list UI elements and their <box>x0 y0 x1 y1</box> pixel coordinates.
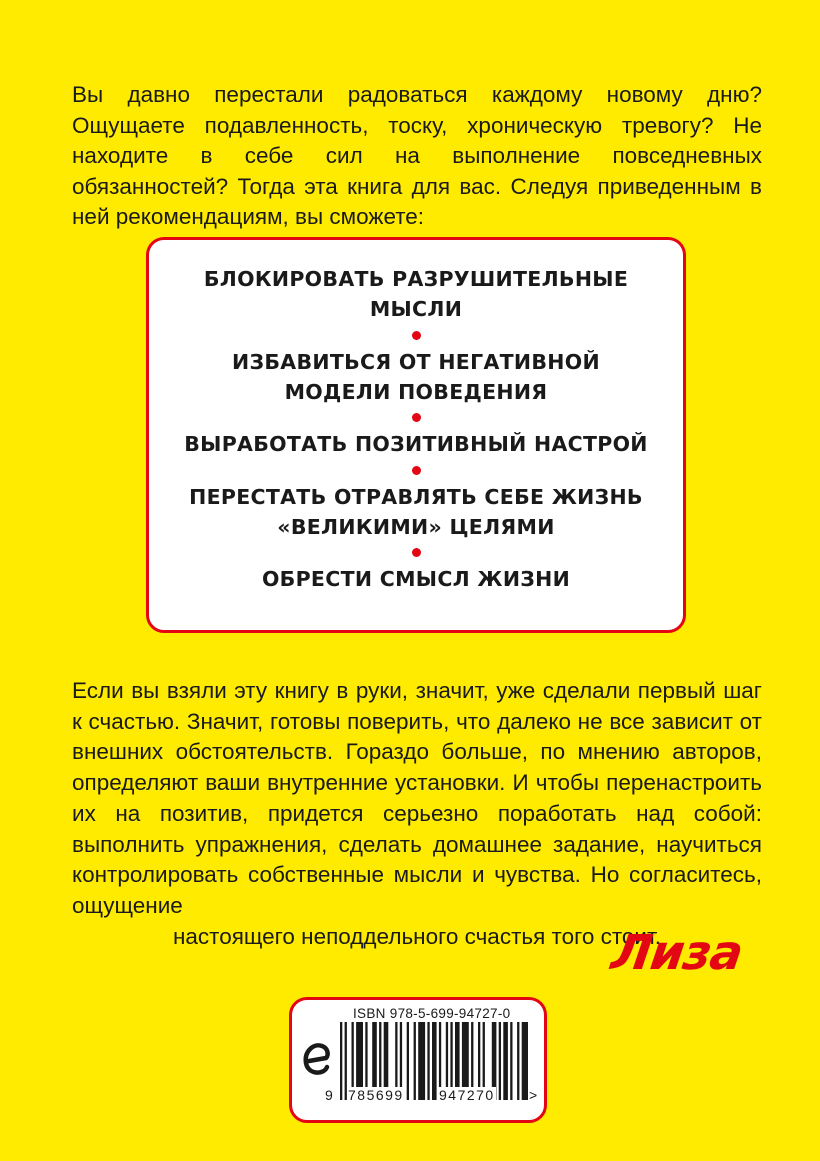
benefit-item <box>232 347 600 407</box>
bullet-dot-icon <box>412 413 421 422</box>
barcode-bar <box>510 1022 512 1100</box>
barcode-digits-right: 947270 <box>439 1087 495 1103</box>
barcode-bar <box>414 1022 416 1100</box>
publisher-logo-icon <box>300 1037 334 1081</box>
benefit-line: ПЕРЕСТАТЬ ОТРАВЛЯТЬ СЕБЕ ЖИЗНЬ <box>189 484 643 509</box>
benefit-line: МОДЕЛИ ПОВЕДЕНИЯ <box>284 379 548 404</box>
bullet-dot-icon <box>412 331 421 340</box>
barcode-bar <box>503 1022 508 1100</box>
barcode-digits-left: 785699 <box>348 1087 404 1103</box>
barcode-bar <box>517 1022 519 1100</box>
benefit-item: ОБРЕСТИ СМЫСЛ ЖИЗНИ <box>261 567 571 591</box>
barcode-bar <box>499 1022 501 1100</box>
intro-paragraph: Вы давно перестали радоваться каждому новому дню? Ощущаете подавленность, тоску, хроническую тревогу? Не находите в себе сил на выполнение повседневных обязанностей? Тогда эта книга для вас. Следуя приведенным в ней рекомендациям, вы сможете: <box>72 82 762 229</box>
benefit-item <box>189 482 643 542</box>
barcode-bar <box>340 1022 342 1100</box>
benefit-line: «ВЕЛИКИМИ» ЦЕЛЯМИ <box>277 514 555 539</box>
barcode-bar <box>418 1022 425 1100</box>
benefit-line: ИЗБАВИТЬСЯ ОТ НЕГАТИВНОЙ <box>232 349 600 374</box>
benefit-item: БЛОКИРОВАТЬ РАЗРУШИТЕЛЬНЫЕ МЫСЛИ <box>203 267 629 321</box>
bullet-dot-icon <box>412 466 421 475</box>
barcode-bar <box>427 1022 429 1100</box>
benefits-box <box>146 237 686 633</box>
brand-logo: Лиза <box>608 925 746 981</box>
barcode-bar <box>432 1022 437 1100</box>
barcode-digit-first: 9 <box>325 1087 333 1103</box>
benefit-item: ВЫРАБОТАТЬ ПОЗИТИВНЫЙ НАСТРОЙ <box>184 432 648 456</box>
barcode-arrow: > <box>529 1087 538 1103</box>
body-paragraph <box>72 676 762 952</box>
body-last-line: настоящего неподдельного счастья того стоит. <box>172 923 662 949</box>
barcode-bar <box>407 1022 409 1100</box>
body-main-text: Если вы взяли эту книгу в руки, значит, уже сделали первый шаг к счастью. Значит, готовы поверить, что далеко не все зависит от внешних обстоятельств. Гораздо больше, по мнению авторов, определяют ваши внутренние установки. И чтобы перенастроить их на позитив, придется серьезно поработать над собой: выполнить упражнения, сделать домашнее задание, научиться контролировать собственные мысли и чувства. Но согласитесь, ощущение <box>72 678 762 918</box>
bullet-dot-icon <box>412 548 421 557</box>
isbn-number: ISBN 978-5-699-94727-0 <box>353 1006 511 1021</box>
